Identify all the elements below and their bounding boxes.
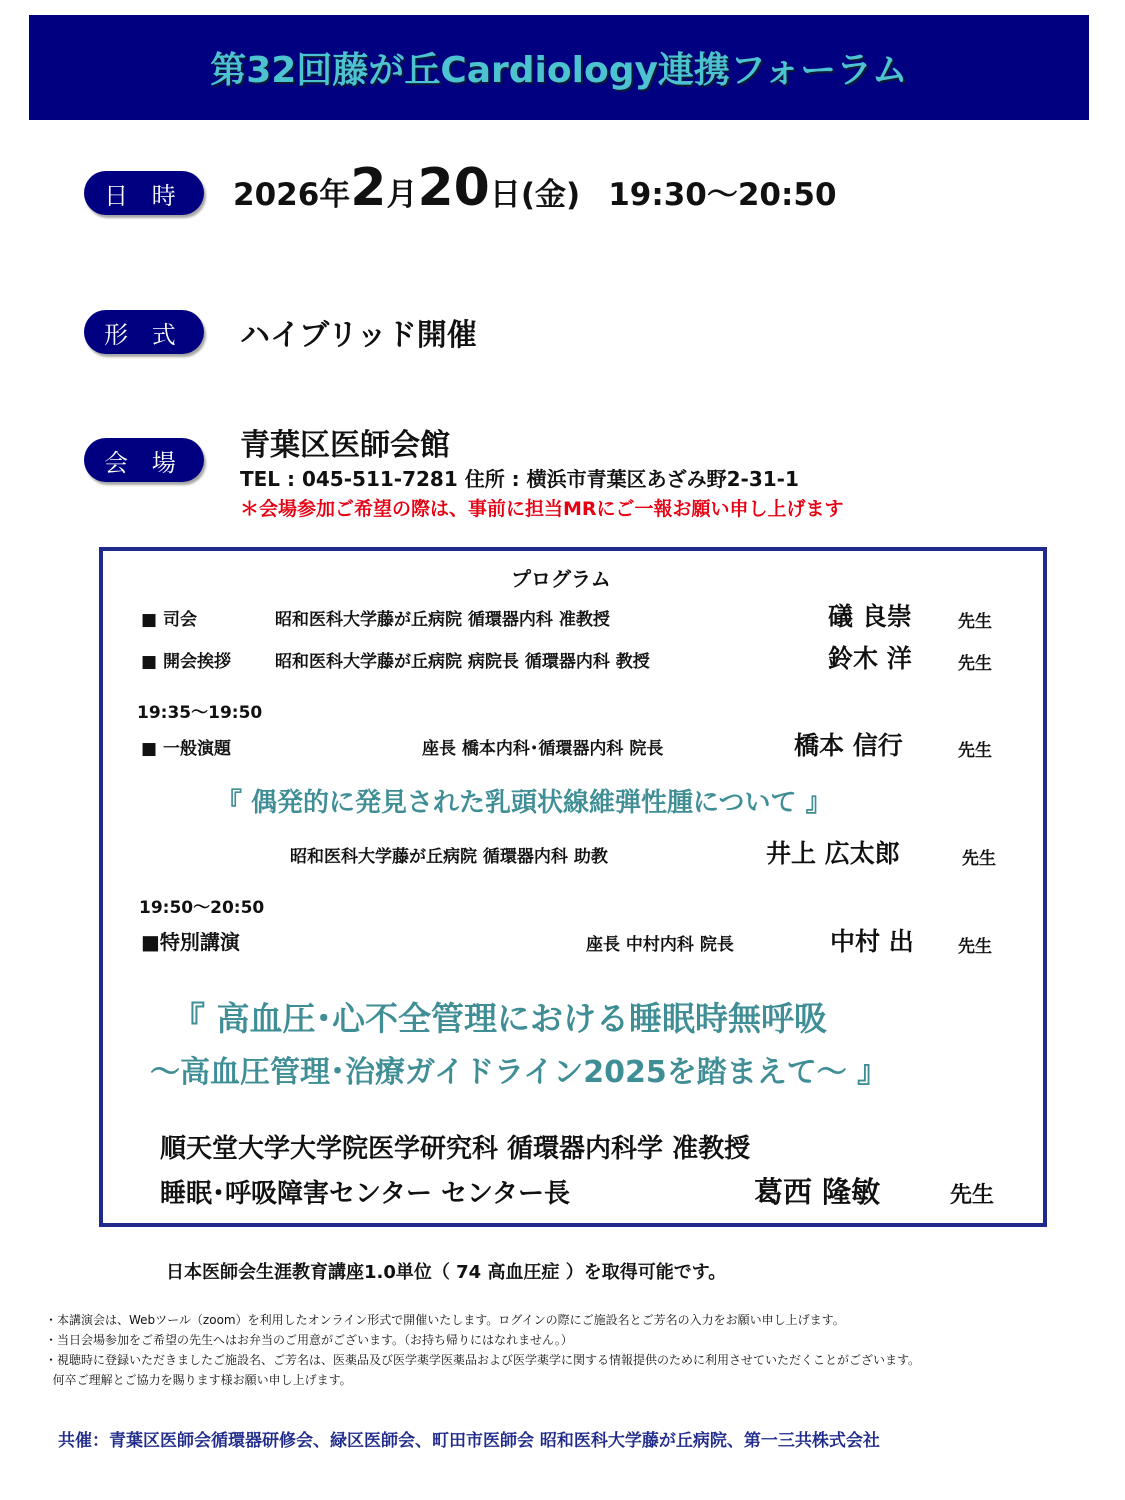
special-speaker-name: 葛西 隆敏 — [754, 1175, 881, 1209]
special-time: 19:50～20:50 — [139, 898, 265, 918]
special-speaker-suffix: 先生 — [950, 1183, 995, 1208]
event-day: 20 — [417, 158, 490, 218]
general-speaker-suffix: 先生 — [962, 849, 996, 869]
mc-suffix: 先生 — [958, 612, 992, 632]
format-label: 形 式 — [84, 310, 204, 354]
mc-label: ■ 司会 — [141, 610, 197, 630]
venue-name: 青葉区医師会館 — [240, 428, 450, 463]
general-label: ■ 一般演題 — [141, 739, 231, 759]
event-time: 19:30～20:50 — [608, 177, 837, 213]
note-1: ・本講演会は、Webツール（zoom）を利用したオンライン形式で開催いたします。ログインの際にご施設名とご芳名の入力をお願い申し上げます。 — [45, 1313, 845, 1327]
opening-name: 鈴木 洋 — [828, 644, 912, 673]
event-day-unit: 日(金) — [489, 177, 581, 213]
special-chair-suffix: 先生 — [958, 937, 992, 957]
datetime-label: 日 時 — [84, 171, 204, 215]
event-year: 2026年 — [233, 177, 351, 213]
special-chair-name: 中村 出 — [830, 927, 914, 956]
event-month: 2 — [350, 158, 387, 218]
special-speaker-line2: 睡眠･呼吸障害センター センター長 — [160, 1179, 570, 1209]
mc-name: 礒 良崇 — [828, 602, 912, 631]
general-chair-name: 橋本 信行 — [794, 731, 903, 760]
event-month-unit: 月 — [386, 177, 418, 213]
venue-contact: TEL : 045-511-7281 住所 : 横浜市青葉区あざみ野2-31-1 — [240, 467, 799, 491]
event-datetime — [233, 158, 837, 218]
page-title: 第32回藤が丘Cardiology連携フォーラム — [210, 50, 908, 91]
format-text: ハイブリッド開催 — [240, 318, 477, 353]
venue-label: 会 場 — [84, 438, 204, 482]
note-3: ・視聴時に登録いただきましたご施設名、ご芳名は、医薬品及び医学薬学医薬品および医学薬学に関する情報提供のために利用させていただくことがございます。 — [45, 1353, 921, 1367]
opening-affiliation: 昭和医科大学藤が丘病院 病院長 循環器内科 教授 — [275, 652, 650, 672]
special-speaker-line1: 順天堂大学大学院医学研究科 循環器内科学 准教授 — [160, 1134, 751, 1164]
general-speaker-name: 井上 広太郎 — [766, 839, 900, 868]
general-time: 19:35～19:50 — [137, 703, 263, 723]
credit-info: 日本医師会生涯教育講座1.0単位（ 74 高血圧症 ）を取得可能です。 — [166, 1262, 727, 1283]
title-banner — [29, 15, 1089, 120]
special-topic-line1: 『 高血圧･心不全管理における睡眠時無呼吸 — [172, 999, 827, 1038]
general-speaker-affiliation: 昭和医科大学藤が丘病院 循環器内科 助教 — [290, 847, 608, 867]
mc-affiliation: 昭和医科大学藤が丘病院 循環器内科 准教授 — [275, 610, 610, 630]
opening-label: ■ 開会挨拶 — [141, 652, 231, 672]
sponsor-line: 共催：青葉区医師会循環器研修会、緑区医師会、町田市医師会 昭和医科大学藤が丘病院、第一三共株式会社 — [58, 1431, 880, 1451]
opening-suffix: 先生 — [958, 654, 992, 674]
note-4: 何卒ご理解とご協力を賜ります様お願い申し上げます。 — [45, 1373, 352, 1387]
note-2: ・当日会場参加をご希望の先生へはお弁当のご用意がございます。（お持ち帰りにはなれません。） — [45, 1333, 573, 1347]
general-chair-affiliation: 座長 橋本内科･循環器内科 院長 — [422, 739, 664, 759]
general-chair-suffix: 先生 — [958, 741, 992, 761]
special-chair-affiliation: 座長 中村内科 院長 — [586, 935, 734, 955]
special-label: ■特別講演 — [141, 930, 240, 954]
program-title: プログラム — [511, 567, 611, 591]
special-topic-line2: ～高血圧管理･治療ガイドライン2025を踏まえて～ 』 — [150, 1055, 888, 1090]
venue-note: ＊会場参加ご希望の際は、事前に担当MRにご一報お願い申し上げます — [240, 498, 844, 520]
general-topic: 『 偶発的に発見された乳頭状線維弾性腫について 』 — [216, 788, 832, 818]
